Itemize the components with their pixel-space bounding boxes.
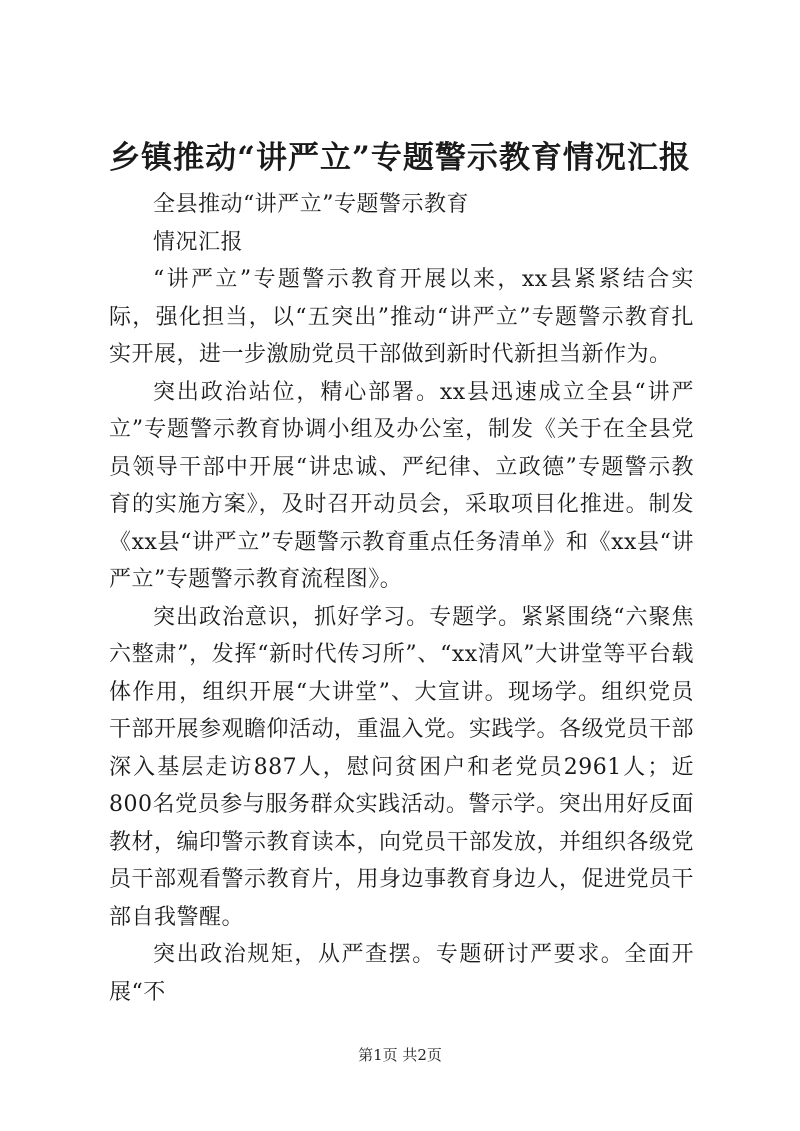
page-number: 第1页 共2页 bbox=[358, 1046, 442, 1064]
document-body bbox=[109, 186, 694, 1011]
paragraph-intro: “讲严立”专题警示教育开展以来，xx县紧紧结合实际，强化担当，以“五突出”推动“讲严立”专题警示教育扎实开展，进一步激励党员干部做到新时代新担当新作为。 bbox=[109, 267, 694, 367]
paragraph-section-3: 突出政治规矩，从严查摆。专题研讨严要求。全面开展“不 bbox=[109, 942, 694, 1005]
paragraph-section-2: 突出政治意识，抓好学习。专题学。紧紧围绕“六聚焦六整肃”，发挥“新时代传习所”、“xx清风”大讲堂等平台载体作用，组织开展“大讲堂”、大宣讲。现场学。组织党员干部开展参观瞻仰活动，重温入党。实践学。各级党员干部深入基层走访887人，慰问贫困户和老党员2961人；近800名党员参与服务群众实践活动。警示学。突出用好反面教材，编印警示教育读本，向党员干部发放，并组织各级党员干部观看警示教育片，用身边事教育身边人，促进党员干部自我警醒。 bbox=[109, 604, 695, 930]
paragraph-subtitle-2: 情况汇报 bbox=[153, 229, 244, 255]
paragraph-section-1: 突出政治站位，精心部署。xx县迅速成立全县“讲严立”专题警示教育协调小组及办公室，制发《关于在全县党员领导干部中开展“讲忠诚、严纪律、立政德”专题警示教育的实施方案》，及时召开动员会，采取项目化推进。制发《xx县“讲严立”专题警示教育重点任务清单》和《xx县“讲严立”专题警示教育流程图》。 bbox=[109, 379, 694, 592]
document-title: 乡镇推动“讲严立”专题警示教育情况汇报 bbox=[109, 140, 691, 176]
paragraph-subtitle: 全县推动“讲严立”专题警示教育 bbox=[153, 192, 469, 217]
